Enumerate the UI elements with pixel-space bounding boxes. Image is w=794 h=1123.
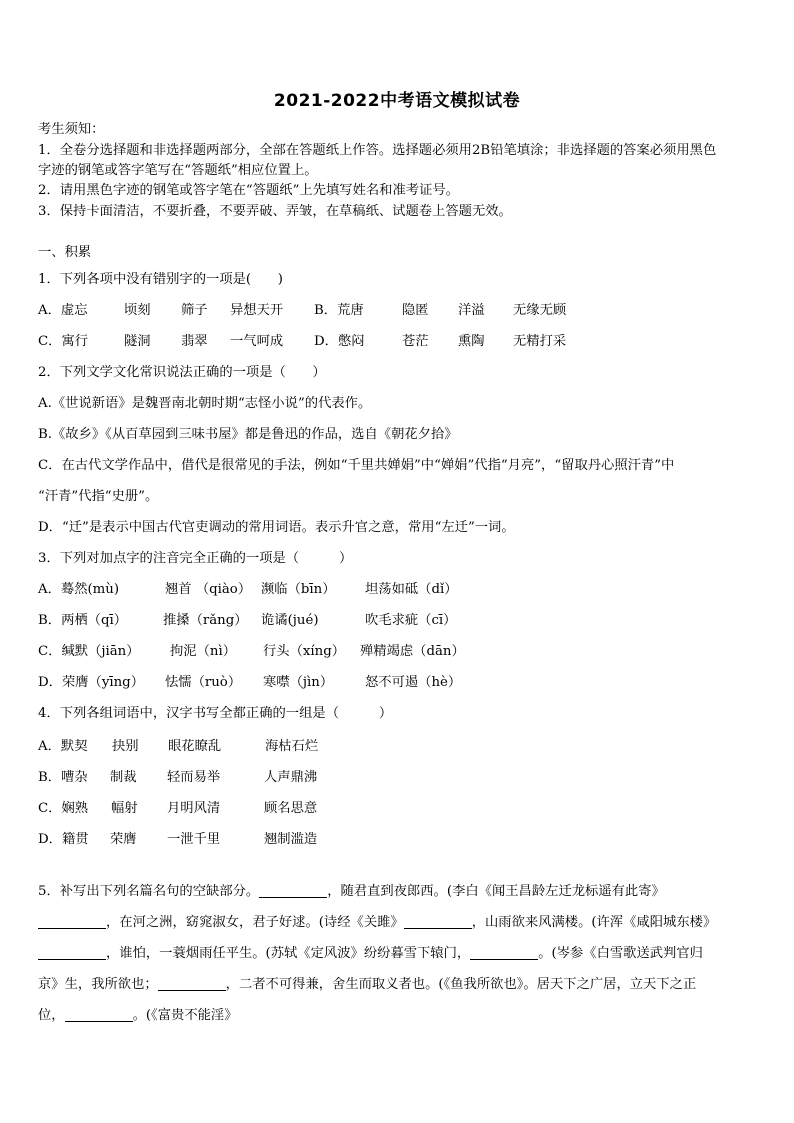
answer-blank[interactable] — [470, 945, 538, 960]
notice-heading: 考生须知： — [38, 122, 105, 137]
q5-line-5: 位， 。(《富贵不能淫》 — [38, 1008, 238, 1023]
q2-option-c-cont: “汗青”代指“史册”。 — [38, 489, 159, 504]
section-heading: 一、积累 — [38, 245, 92, 260]
q5-line-1: 5．补写出下列名篇名句的空缺部分。 ，随君直到夜郎西。(李白《闻王昌龄左迁龙标遥有此寄》 — [38, 884, 665, 899]
answer-blank[interactable] — [38, 945, 106, 960]
answer-blank[interactable] — [65, 1007, 133, 1022]
notice-item-3: 3．保持卡面清洁，不要折叠，不要弄破、弄皱，在草稿纸、试题卷上答题无效。 — [38, 204, 512, 219]
q2-option-d: D．“迁”是表示中国古代官吏调动的常用词语。表示升官之意，常用“左迁”一词。 — [38, 520, 515, 535]
exam-page: 2021-2022中考语文模拟试卷 考生须知： 1．全卷分选择题和非选择题两部分，全部在答题纸上作答。选择题必须用2B铅笔填涂；非选择题的答案必须用黑色 字迹的钢笔或答字笔写在“答题纸”相应位置上。 2．请用黑色字迹的钢笔或答字笔在“答题纸”上先填写姓名和准考证号。 3．保持卡面清洁，不要折叠，不要弄破、弄皱，在草稿纸、试题卷上答题无效。 一、积累 1．下列各项中没有错别字的一项是( ) A．虚忘 顷刻 筛子 异想天开 B．荒唐 隐匿 洋溢 无缘无顾 C．寓行 隧洞 翡翠 一气呵成 D．憋闷 苍茫 熏陶 无精打采 2．下列文学文化常识说法正确的一项是（ ） A.《世说新语》是魏晋南北朝时期“志怪小说”的代表作。 B.《故乡》《从百草园到三味书屋》都是鲁迅的作品，选自《朝花夕拾》 C．在古代文学作品中，借代是很常见的手法，例如“千里共婵娟”中“婵娟”代指“月亮”，“留取丹心照汗青”中 “汗青”代指“史册”。 D．“迁”是表示中国古代官吏调动的常用词语。表示升官之意，常用“左迁”一词。 3．下列对加点字的注音完全正确的一项是（ ） A．蓦然(mù) 翘首 （qiào） 濒临（bīn） 坦荡如砥（dǐ） B．两栖（qī） 推搡（rǎng） 诡谲(jué) 吹毛求疵（cī） C．缄默（jiān） 拘泥（nì） 行头（xíng） 殚精竭虑（dān） D．荣膺（yīng） 怯懦（ruò） 寒噤（jìn） 怒不可遏（hè） 4．下列各组词语中，汉字书写全都正确的一组是（ ） A．默契 抉别 眼花瞭乱 海枯石烂 B．嘈杂 制裁 轻而易举 人声鼎沸 C．娴熟 幅射 月明风清 顾名思意 D．籍贯 荣膺 一泄千里 翘制滥造 5．补写出下列名篇名句的空缺部分。 ，随君直到夜郎西。(李白《闻王昌龄左迁龙标遥有此寄》 ，在河之洲，窈窕淑女，君子好逑。(诗经《关雎》 ，山雨欲来风满楼。(许浑《咸阳城东楼》 ，谁怕，一蓑烟雨任平生。(苏轼《定风波》纷纷暮雪下辕门， 。(岑参《白雪歌送武判官归 京》生，我所欲也； ，二者不可得兼，舍生而取义者也。(《鱼我所欲也》。居天下之广居，立天下之正 位， 。(《富贵不能淫》 — [0, 0, 794, 1123]
notice-item-2: 2．请用黑色字迹的钢笔或答字笔在“答题纸”上先填写姓名和准考证号。 — [38, 183, 459, 198]
q4-stem: 4．下列各组词语中，汉字书写全都正确的一组是（ ） — [38, 706, 393, 721]
q2-option-c: C．在古代文学作品中，借代是很常见的手法，例如“千里共婵娟”中“婵娟”代指“月亮”，“留取丹心照汗青”中 — [38, 458, 675, 473]
notice-item-1: 1．全卷分选择题和非选择题两部分，全部在答题纸上作答。选择题必须用2B铅笔填涂；非选择题的答案必须用黑色 — [38, 143, 717, 158]
q3-stem: 3．下列对加点字的注音完全正确的一项是（ ） — [38, 551, 353, 566]
q2-stem: 2．下列文学文化常识说法正确的一项是（ ） — [38, 365, 326, 380]
answer-blank[interactable] — [404, 914, 472, 929]
answer-blank[interactable] — [158, 976, 226, 991]
notice-item-1-cont: 字迹的钢笔或答字笔写在“答题纸”相应位置上。 — [38, 163, 318, 178]
q5-line-3: ，谁怕，一蓑烟雨任平生。(苏轼《定风波》纷纷暮雪下辕门， 。(岑参《白雪歌送武判官归 — [38, 944, 703, 964]
answer-blank[interactable] — [259, 883, 327, 898]
answer-blank[interactable] — [38, 914, 106, 929]
q5-line-4: 京》生，我所欲也； ，二者不可得兼，舍生而取义者也。(《鱼我所欲也》。居天下之广居，立天下之正 — [38, 977, 697, 992]
q1-stem: 1．下列各项中没有错别字的一项是( ) — [38, 272, 283, 287]
page-title: 2021-2022中考语文模拟试卷 — [273, 91, 521, 111]
q5-line-2: ，在河之洲，窈窕淑女，君子好逑。(诗经《关雎》 ，山雨欲来风满楼。(许浑《咸阳城东楼》 — [38, 913, 716, 933]
q2-option-a: A.《世说新语》是魏晋南北朝时期“志怪小说”的代表作。 — [38, 396, 372, 411]
q2-option-b: B.《故乡》《从百草园到三味书屋》都是鲁迅的作品，选自《朝花夕拾》 — [38, 427, 458, 442]
